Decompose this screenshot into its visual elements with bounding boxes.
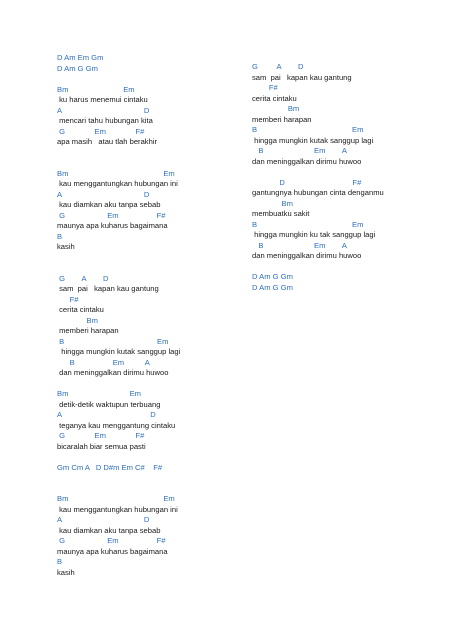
lyric-line: maunya apa kuharus bagaimana (57, 221, 168, 230)
chord-line: D F# (252, 177, 362, 187)
lyric-line: maunya apa kuharus bagaimana (57, 546, 168, 556)
lyric-line: gantungnya hubungan cinta denganmu (252, 188, 384, 197)
lyric-line: apa masih atau tlah berakhir (57, 137, 158, 146)
lyric-line: hingga mungkin kutak sanggup lagi (252, 135, 374, 145)
blank-line (252, 262, 467, 273)
chord-line: G Em F# (57, 126, 145, 136)
lyric-line: memberi harapan (252, 114, 312, 124)
blank-line (57, 452, 247, 463)
chord-line: G Em F# (57, 210, 166, 220)
chord-line: B Em (57, 336, 169, 346)
lyric-line: hingga mungkin kutak sanggup lagi (57, 347, 181, 356)
lyric-line: kau diamkan aku tanpa sebab (57, 525, 161, 535)
chord-line: D Am Em Gm (57, 53, 104, 62)
lyric-line: kasih (57, 567, 75, 577)
chord-line: Bm (252, 198, 293, 208)
blank-line (57, 253, 247, 264)
blank-line (57, 473, 247, 484)
blank-line (252, 167, 467, 178)
lyric-line: dan meninggalkan dirimu huwoo (252, 156, 362, 166)
chord-line: F# (252, 83, 278, 92)
chord-line: B Em A (252, 240, 347, 250)
lyric-line: membuatku sakit (252, 209, 310, 218)
chord-line: G Em F# (57, 536, 166, 545)
chord-line: Bm Em (57, 494, 175, 503)
lyric-line: detik-detik waktupun terbuang (57, 399, 161, 409)
lyric-line: bicaralah biar semua pasti (57, 441, 146, 451)
blank-line (57, 379, 247, 390)
lyric-line: kasih (57, 242, 75, 251)
chord-line: B Em (252, 125, 364, 134)
chord-line: Gm Cm A D D#m Em C# F# (57, 462, 163, 472)
chord-line: B (57, 231, 63, 241)
lyric-line: dan meninggalkan dirimu huwoo (57, 368, 169, 377)
chord-line: D Am G Gm (252, 272, 293, 281)
lyric-line: sam pai kapan kau gantung (252, 72, 352, 82)
chord-line: Bm (252, 104, 300, 113)
chord-line: B Em A (57, 357, 150, 367)
chord-line: B (57, 557, 63, 566)
lyric-line: ku harus menemui cintaku (57, 95, 148, 104)
lyric-line: cerita cintaku (57, 305, 104, 314)
lyric-line: kau menggantungkan hubungan ini (57, 179, 178, 188)
chord-line: G A D (252, 62, 304, 71)
chord-line: Bm Em (57, 84, 135, 94)
lyric-line: kau diamkan aku tanpa sebab (57, 200, 161, 209)
chord-line: B Em A (252, 146, 347, 155)
right-column (252, 62, 467, 293)
chord-line: A D (57, 105, 150, 115)
lyric-line: cerita cintaku (252, 93, 297, 103)
chord-line: D Am G Gm (252, 282, 293, 292)
chord-line: Bm Em (57, 389, 141, 398)
chord-line: Bm Em (57, 168, 175, 178)
chord-line: D Am G Gm (57, 63, 98, 73)
lyric-line: kau menggantungkan hubungan ini (57, 504, 178, 514)
left-column (57, 53, 247, 578)
chord-line: F# (57, 294, 79, 304)
lyric-line: teganya kau menggantung cintaku (57, 420, 176, 430)
chord-line: A D (57, 515, 150, 524)
lyric-line: mencari tahu hubungan kita (57, 116, 153, 125)
chord-line: A D (57, 189, 150, 199)
chord-line: B Em (252, 219, 364, 229)
blank-line (57, 263, 247, 274)
blank-line (57, 148, 247, 159)
lyric-line: hingga mungkin ku tak sanggup lagi (252, 230, 376, 239)
lyric-line: dan meninggalkan dirimu huwoo (252, 251, 362, 260)
chord-line: G A D (57, 273, 109, 283)
chord-line: G Em F# (57, 431, 145, 440)
blank-line (57, 484, 247, 495)
blank-line (57, 74, 247, 85)
chord-line: A D (57, 410, 156, 419)
blank-line (57, 158, 247, 169)
lyric-line: sam pai kapan kau gantung (57, 284, 159, 293)
lyric-line: memberi harapan (57, 326, 119, 335)
chord-line: Bm (57, 315, 98, 325)
